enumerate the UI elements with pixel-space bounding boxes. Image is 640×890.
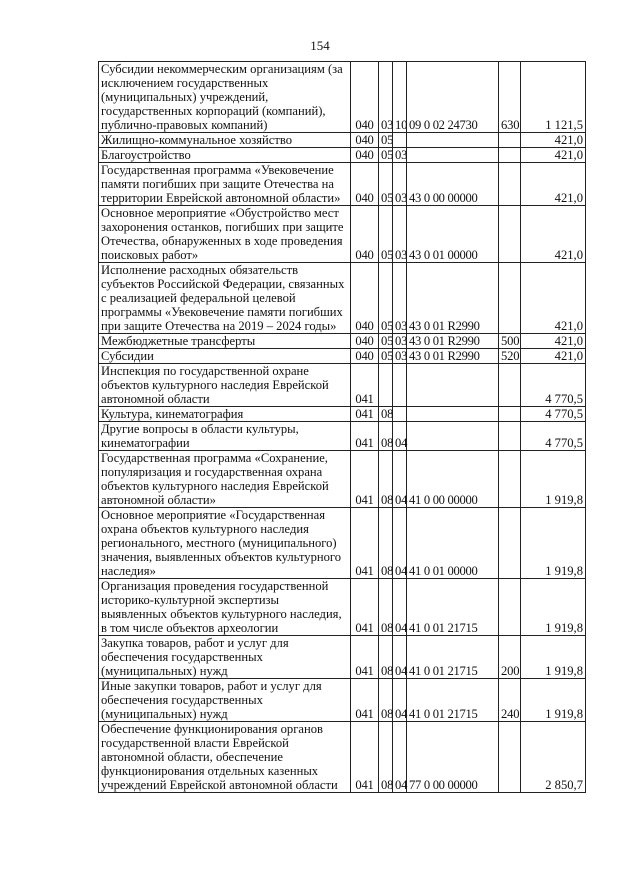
row-expense-type-code <box>499 722 521 793</box>
table-body <box>99 62 586 793</box>
row-expense-type-code <box>499 133 521 148</box>
row-name: Культура, кинематография <box>99 407 351 422</box>
row-subsection-code: 04 <box>393 451 407 508</box>
row-expense-type-code <box>499 422 521 451</box>
row-name: Субсидии некоммерческим организациям (за исключением государственных (муниципальных) учреждений, государственных корпораций (компаний), публично-правовых компаний) <box>99 62 351 133</box>
table-row <box>99 722 586 793</box>
row-adm-code: 041 <box>351 508 379 579</box>
row-section-code: 08 <box>379 636 393 679</box>
row-section-code: 08 <box>379 422 393 451</box>
row-subsection-code: 03 <box>393 334 407 349</box>
row-target-code: 41 0 01 21715 <box>407 579 499 636</box>
row-adm-code: 040 <box>351 163 379 206</box>
row-expense-type-code <box>499 206 521 263</box>
row-section-code: 08 <box>379 679 393 722</box>
row-adm-code: 041 <box>351 636 379 679</box>
row-amount: 1 121,5 <box>521 62 586 133</box>
row-target-code: 77 0 00 00000 <box>407 722 499 793</box>
row-adm-code: 041 <box>351 422 379 451</box>
row-amount: 2 850,7 <box>521 722 586 793</box>
row-expense-type-code: 520 <box>499 349 521 364</box>
row-name: Основное мероприятие «Государственная охрана объектов культурного наследия регионального, местного (муниципального) значения, выявленных объектов культурного наследия» <box>99 508 351 579</box>
row-name: Субсидии <box>99 349 351 364</box>
row-target-code <box>407 364 499 407</box>
row-adm-code: 040 <box>351 133 379 148</box>
budget-table <box>98 61 586 793</box>
row-amount: 421,0 <box>521 133 586 148</box>
row-target-code <box>407 422 499 451</box>
row-section-code: 03 <box>379 62 393 133</box>
row-subsection-code: 10 <box>393 62 407 133</box>
row-name: Основное мероприятие «Обустройство мест захоронения останков, погибших при защите Отечества, обнаруженных в ходе проведения поисковых работ» <box>99 206 351 263</box>
row-adm-code: 040 <box>351 148 379 163</box>
table-row <box>99 334 586 349</box>
table-row <box>99 579 586 636</box>
row-amount: 1 919,8 <box>521 508 586 579</box>
row-adm-code: 040 <box>351 263 379 334</box>
row-name: Обеспечение функционирования органов государственной власти Еврейской автономной области, обеспечение функционирования отдельных казенных учреждений Еврейской автономной области <box>99 722 351 793</box>
row-subsection-code: 03 <box>393 163 407 206</box>
row-amount: 1 919,8 <box>521 636 586 679</box>
table-row <box>99 133 586 148</box>
row-expense-type-code <box>499 364 521 407</box>
row-adm-code: 040 <box>351 62 379 133</box>
row-section-code: 05 <box>379 349 393 364</box>
table-row <box>99 422 586 451</box>
row-adm-code: 040 <box>351 349 379 364</box>
table-row <box>99 679 586 722</box>
row-name: Исполнение расходных обязательств субъектов Российской Федерации, связанных с реализацией федеральной целевой программы «Увековечение памяти погибших при защите Отечества на 2019 – 2024 годы» <box>99 263 351 334</box>
table-row <box>99 206 586 263</box>
table-row <box>99 364 586 407</box>
row-amount: 421,0 <box>521 206 586 263</box>
row-target-code: 09 0 02 24730 <box>407 62 499 133</box>
row-amount: 421,0 <box>521 349 586 364</box>
row-target-code: 41 0 01 00000 <box>407 508 499 579</box>
row-adm-code: 041 <box>351 364 379 407</box>
row-target-code: 43 0 00 00000 <box>407 163 499 206</box>
row-amount: 1 919,8 <box>521 579 586 636</box>
row-subsection-code: 04 <box>393 508 407 579</box>
row-amount: 1 919,8 <box>521 679 586 722</box>
row-expense-type-code <box>499 508 521 579</box>
row-name: Иные закупки товаров, работ и услуг для обеспечения государственных (муниципальных) нужд <box>99 679 351 722</box>
page-number: 154 <box>310 38 330 53</box>
table-row <box>99 263 586 334</box>
row-section-code: 08 <box>379 407 393 422</box>
row-section-code: 05 <box>379 163 393 206</box>
row-subsection-code: 04 <box>393 422 407 451</box>
row-expense-type-code <box>499 148 521 163</box>
row-name: Государственная программа «Увековечение памяти погибших при защите Отечества на территории Еврейской автономной области» <box>99 163 351 206</box>
row-expense-type-code <box>499 579 521 636</box>
row-name: Благоустройство <box>99 148 351 163</box>
row-target-code: 43 0 01 R2990 <box>407 263 499 334</box>
row-subsection-code: 04 <box>393 679 407 722</box>
row-adm-code: 041 <box>351 579 379 636</box>
row-target-code <box>407 148 499 163</box>
row-target-code: 41 0 01 21715 <box>407 679 499 722</box>
row-section-code: 08 <box>379 722 393 793</box>
row-subsection-code: 03 <box>393 206 407 263</box>
row-name: Организация проведения государственной историко-культурной экспертизы выявленных объектов культурного наследия, в том числе объектов археологии <box>99 579 351 636</box>
row-target-code: 43 0 01 R2990 <box>407 349 499 364</box>
table-row <box>99 148 586 163</box>
row-name: Государственная программа «Сохранение, популяризация и государственная охрана объектов культурного наследия Еврейской автономной области» <box>99 451 351 508</box>
row-name: Другие вопросы в области культуры, кинематографии <box>99 422 351 451</box>
row-target-code <box>407 133 499 148</box>
row-section-code: 08 <box>379 579 393 636</box>
row-section-code: 08 <box>379 451 393 508</box>
row-amount: 421,0 <box>521 163 586 206</box>
row-adm-code: 040 <box>351 206 379 263</box>
table-row <box>99 636 586 679</box>
row-adm-code: 041 <box>351 407 379 422</box>
row-amount: 4 770,5 <box>521 407 586 422</box>
row-amount: 421,0 <box>521 263 586 334</box>
row-subsection-code: 04 <box>393 636 407 679</box>
row-expense-type-code: 200 <box>499 636 521 679</box>
row-section-code: 08 <box>379 508 393 579</box>
row-subsection-code <box>393 407 407 422</box>
row-target-code: 43 0 01 00000 <box>407 206 499 263</box>
row-target-code: 43 0 01 R2990 <box>407 334 499 349</box>
row-amount: 421,0 <box>521 334 586 349</box>
row-expense-type-code <box>499 451 521 508</box>
table-row <box>99 407 586 422</box>
row-expense-type-code: 240 <box>499 679 521 722</box>
row-subsection-code <box>393 133 407 148</box>
row-amount: 1 919,8 <box>521 451 586 508</box>
row-adm-code: 041 <box>351 451 379 508</box>
row-section-code: 05 <box>379 206 393 263</box>
row-target-code: 41 0 01 21715 <box>407 636 499 679</box>
row-section-code <box>379 364 393 407</box>
row-section-code: 05 <box>379 263 393 334</box>
row-target-code: 41 0 00 00000 <box>407 451 499 508</box>
row-section-code: 05 <box>379 148 393 163</box>
row-section-code: 05 <box>379 133 393 148</box>
row-expense-type-code <box>499 263 521 334</box>
row-expense-type-code: 630 <box>499 62 521 133</box>
row-name: Жилищно-коммунальное хозяйство <box>99 133 351 148</box>
row-adm-code: 041 <box>351 722 379 793</box>
row-expense-type-code <box>499 163 521 206</box>
row-subsection-code: 04 <box>393 722 407 793</box>
row-subsection-code <box>393 364 407 407</box>
row-expense-type-code: 500 <box>499 334 521 349</box>
table-row <box>99 62 586 133</box>
row-subsection-code: 03 <box>393 349 407 364</box>
row-adm-code: 041 <box>351 679 379 722</box>
row-target-code <box>407 407 499 422</box>
row-adm-code: 040 <box>351 334 379 349</box>
row-expense-type-code <box>499 407 521 422</box>
row-amount: 4 770,5 <box>521 364 586 407</box>
row-subsection-code: 03 <box>393 263 407 334</box>
row-amount: 4 770,5 <box>521 422 586 451</box>
row-name: Инспекция по государственной охране объектов культурного наследия Еврейской автономной области <box>99 364 351 407</box>
row-name: Межбюджетные трансферты <box>99 334 351 349</box>
row-name: Закупка товаров, работ и услуг для обеспечения государственных (муниципальных) нужд <box>99 636 351 679</box>
table-row <box>99 349 586 364</box>
row-amount: 421,0 <box>521 148 586 163</box>
table-row <box>99 508 586 579</box>
row-subsection-code: 03 <box>393 148 407 163</box>
table-row <box>99 451 586 508</box>
row-section-code: 05 <box>379 334 393 349</box>
table-row <box>99 163 586 206</box>
row-subsection-code: 04 <box>393 579 407 636</box>
